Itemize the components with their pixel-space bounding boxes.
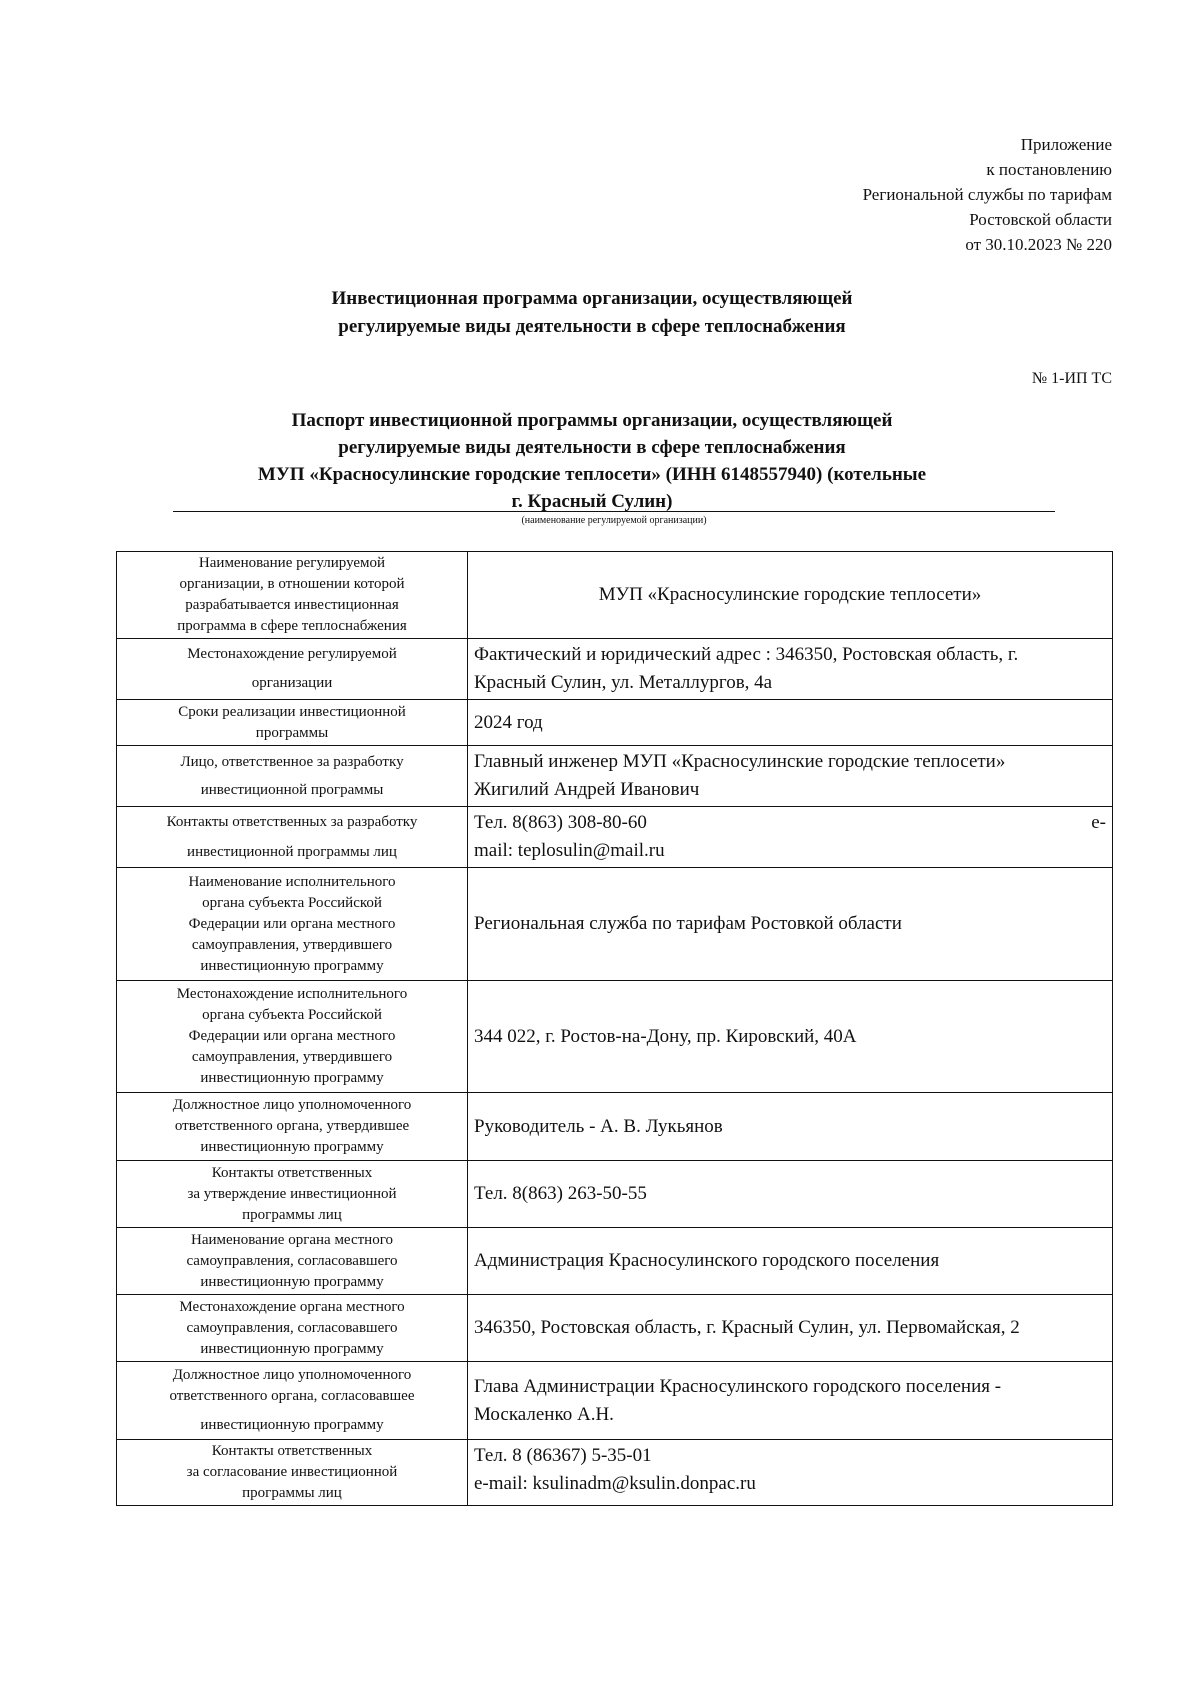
label-line: самоуправления, утвердившего (191, 1049, 393, 1065)
label-line: инвестиционную программу (200, 1340, 384, 1357)
label-line: разрабатывается инвестиционная (185, 597, 399, 613)
label-line: Контакты ответственных за разработку (166, 813, 418, 830)
table-row (117, 981, 1113, 1093)
organization-caption: (наименование регулируемой организации) (521, 515, 707, 526)
label-line: Контакты ответственных (211, 1164, 373, 1181)
row-value-cell (468, 981, 1113, 1093)
label-line: инвестиционную программу (200, 1070, 384, 1086)
row-value-cell (468, 1228, 1113, 1295)
label-line: организации (251, 675, 333, 691)
label-line: за утверждение инвестиционной (187, 1185, 397, 1202)
row-label-cell (117, 981, 468, 1093)
label-line: программы лиц (242, 1485, 342, 1501)
table-row (117, 1440, 1113, 1506)
label-line: Лицо, ответственное за разработку (180, 753, 404, 770)
table-row (117, 1228, 1113, 1295)
row-label-cell (117, 639, 468, 700)
label-line: Федерации или органа местного (188, 915, 396, 932)
table-row (117, 746, 1113, 807)
row-value-cell (468, 807, 1113, 868)
passport-table (116, 551, 1113, 1506)
label-line: инвестиционной программы лиц (187, 843, 397, 860)
label-line: инвестиционную программу (200, 957, 384, 974)
label-line: Сроки реализации инвестиционной (178, 703, 406, 720)
label-line: ответственного органа, согласовавшее (169, 1388, 415, 1404)
row-label-cell (117, 807, 468, 868)
label-line: Местонахождение регулируемой (187, 646, 397, 662)
label-line: программы лиц (242, 1206, 342, 1223)
document-title (150, 285, 1034, 341)
appendix-line: Приложение (1020, 135, 1112, 154)
passport-title-line: МУП «Красносулинские городские теплосети» (ИНН 6148557940) (котельные (257, 464, 927, 485)
row-value-cell (468, 700, 1113, 746)
appendix-block (863, 132, 1112, 257)
table-row (117, 1093, 1113, 1161)
label-line: органа субъекта Российской (202, 1007, 382, 1023)
table-row (117, 639, 1113, 700)
label-line: самоуправления, согласовавшего (186, 1252, 398, 1269)
passport-title-line: регулируемые виды деятельности в сфере теплоснабжения (338, 437, 846, 458)
appendix-line: к постановлению (986, 160, 1112, 179)
label-line: инвестиционную программу (200, 1273, 384, 1290)
label-line: программа в сфере теплоснабжения (177, 618, 407, 634)
row-label-cell (117, 700, 468, 746)
label-line: Должностное лицо уполномоченного (172, 1097, 412, 1113)
table-row (117, 700, 1113, 746)
label-line: Наименование органа местного (191, 1231, 393, 1248)
table-row (117, 1295, 1113, 1362)
document-title-line: Инвестиционная программа организации, осуществляющей (331, 288, 853, 309)
label-line: за согласование инвестиционной (186, 1464, 398, 1480)
table-row (117, 868, 1113, 981)
table-row (117, 1161, 1113, 1228)
value-line: Красный Сулин, ул. Металлургов, 4а (474, 672, 773, 693)
value-line: 2024 год (474, 711, 543, 733)
label-line: Контакты ответственных (211, 1443, 373, 1459)
row-value-cell (468, 639, 1113, 700)
value-line: Руководитель - А. В. Лукьянов (474, 1115, 723, 1137)
row-value-cell (468, 746, 1113, 807)
label-line: Местонахождение исполнительного (176, 986, 408, 1002)
value-line: Региональная служба по тарифам Ростовкой области (474, 913, 902, 934)
email-text: e-mail: ksulinadm@ksulin.donpac.ru (474, 1473, 756, 1494)
row-label-cell (117, 1295, 468, 1362)
label-line: Федерации или органа местного (188, 1028, 396, 1044)
value-line: МУП «Красносулинские городские теплосети» (598, 584, 982, 605)
label-line: органа субъекта Российской (202, 894, 382, 911)
passport-title-line: г. Красный Сулин) (511, 491, 673, 512)
passport-title-line: Паспорт инвестиционной программы организации, осуществляющей (291, 410, 893, 431)
row-label-cell (117, 746, 468, 807)
value-line: Главный инженер МУП «Красносулинские городские теплосети» (474, 751, 1006, 772)
row-label-cell (117, 1093, 468, 1161)
value-line: Глава Администрации Красносулинского городского поселения - (474, 1375, 1002, 1397)
row-label-cell (117, 1161, 468, 1228)
value-line: 344 022, г. Ростов-на-Дону, пр. Кировский, 40А (474, 1025, 857, 1047)
appendix-date-line: от 30.10.2023 № 220 (965, 235, 1112, 254)
document-number: № 1-ИП ТС (1031, 370, 1112, 387)
table-row (117, 807, 1113, 868)
appendix-line: Ростовской области (969, 210, 1112, 229)
row-value-cell (468, 1161, 1113, 1228)
value-line: Москаленко А.Н. (474, 1403, 614, 1425)
row-label-cell (117, 1440, 468, 1506)
email-text: mail: teplosulin@mail.ru (474, 840, 665, 861)
row-value-cell (468, 868, 1113, 981)
label-line: ответственного органа, утвердившее (174, 1118, 410, 1134)
label-line: Должностное лицо уполномоченного (172, 1367, 412, 1383)
phone-text: Тел. 8(863) 308-80-60 (474, 812, 647, 833)
row-value-cell (468, 1362, 1113, 1440)
value-line: 346350, Ростовская область, г. Красный Сулин, ул. Первомайская, 2 (474, 1317, 1020, 1338)
label-line: инвестиционную программу (200, 1139, 384, 1155)
row-value-cell (468, 1093, 1113, 1161)
row-label-cell (117, 552, 468, 639)
passport-title (150, 407, 1034, 515)
label-line: инвестиционной программы (200, 781, 384, 798)
value-line: Фактический и юридический адрес : 346350, Ростовская область, г. (474, 644, 1019, 665)
row-value-cell (468, 1440, 1113, 1506)
label-line: организации, в отношении которой (179, 576, 405, 592)
label-line: самоуправления, утвердившего (191, 936, 393, 953)
table-row (117, 1362, 1113, 1440)
row-label-cell (117, 1228, 468, 1295)
label-line: программы (255, 724, 329, 741)
document-title-line: регулируемые виды деятельности в сфере теплоснабжения (338, 316, 846, 337)
row-label-cell (117, 868, 468, 981)
label-line: самоуправления, согласовавшего (186, 1319, 398, 1336)
phone-text: Тел. 8 (86367) 5-35-01 (474, 1445, 652, 1466)
label-line: Наименование исполнительного (188, 873, 396, 890)
label-line: Местонахождение органа местного (179, 1298, 405, 1315)
value-line: Администрация Красносулинского городского поселения (474, 1250, 940, 1271)
value-line: Тел. 8(863) 263-50-55 (474, 1183, 647, 1204)
table-row (117, 552, 1113, 639)
label-line: Наименование регулируемой (198, 555, 386, 571)
value-line: Жигилий Андрей Иванович (474, 779, 700, 800)
appendix-line: Региональной службы по тарифам (862, 185, 1112, 204)
email-prefix-text: e- (1091, 812, 1106, 833)
row-value-cell (468, 1295, 1113, 1362)
contact-line (474, 809, 1106, 837)
label-line: инвестиционную программу (200, 1417, 384, 1433)
row-label-cell (117, 1362, 468, 1440)
passport-title-underline (173, 511, 1055, 512)
row-value-cell (468, 552, 1113, 639)
